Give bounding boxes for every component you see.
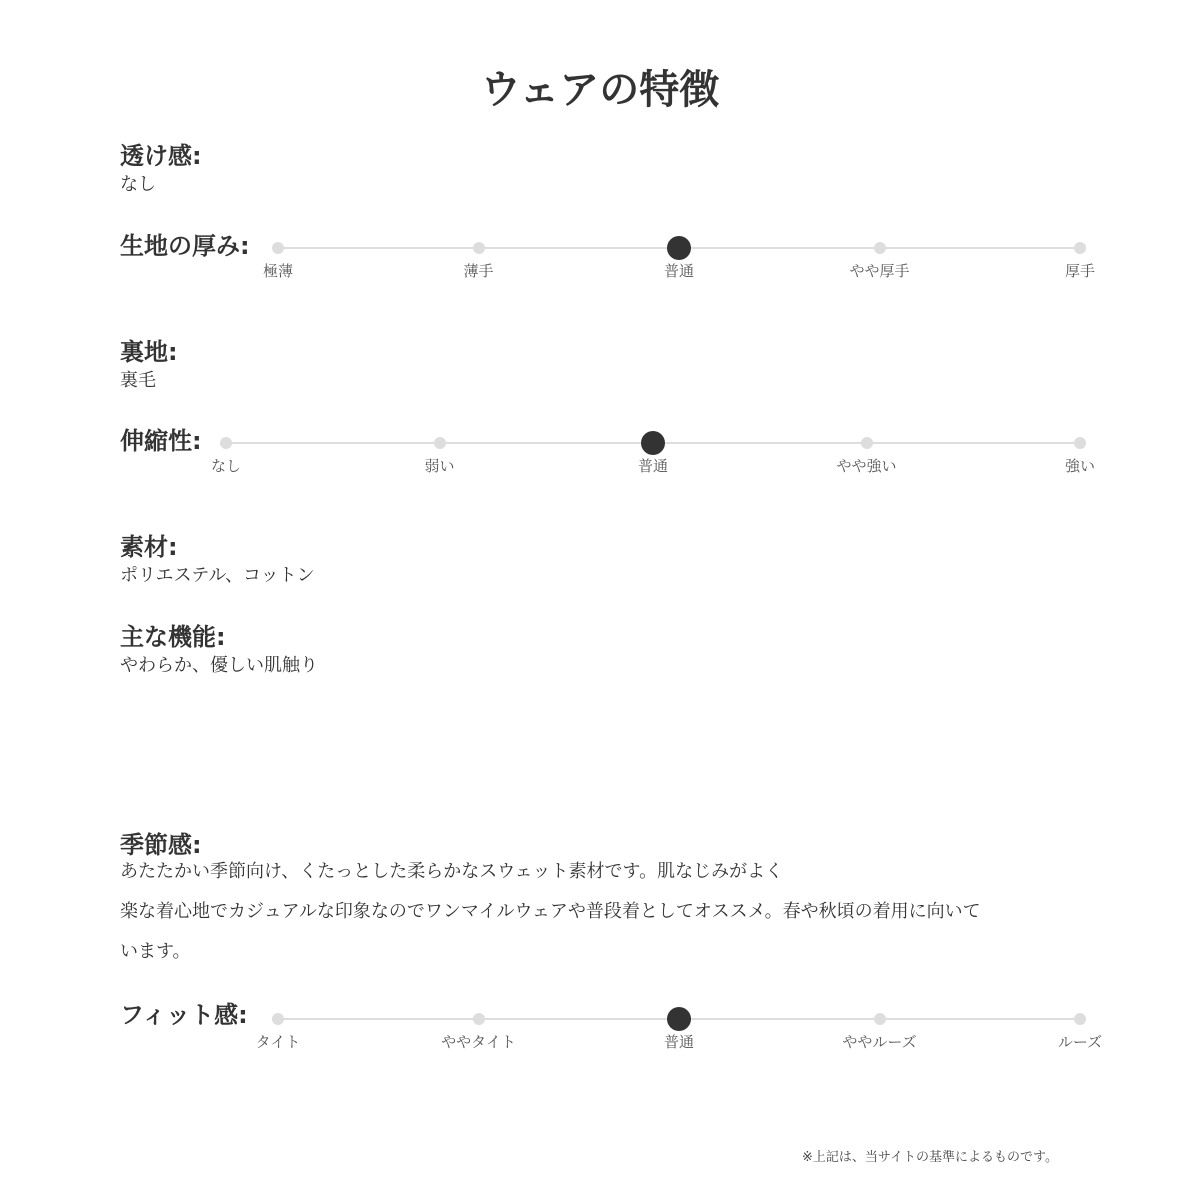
scale-marker: [874, 1013, 886, 1025]
scale-marker: [874, 242, 886, 254]
fit-scale: [255, 1018, 1103, 1058]
scale-marker: [220, 437, 232, 449]
fit-heading: フィット感:: [120, 1001, 248, 1029]
scale-marker: [1074, 437, 1086, 449]
season-line: います。: [120, 941, 191, 962]
thickness-scale: [262, 247, 1096, 287]
season-description: [120, 852, 1100, 972]
scale-marker: [473, 1013, 485, 1025]
scale-label: 薄手: [463, 262, 494, 280]
scale-marker-selected: [641, 431, 665, 455]
page-title: ウェアの特徴: [480, 67, 720, 113]
scale-label: 普通: [663, 262, 695, 280]
thickness-heading: 生地の厚み:: [120, 232, 250, 260]
scale-label: ややルーズ: [842, 1033, 917, 1051]
sheer-heading: 透け感:: [120, 142, 202, 170]
material-heading: 素材:: [120, 533, 178, 561]
scale-marker: [272, 1013, 284, 1025]
scale-marker: [272, 242, 284, 254]
scale-label: やや厚手: [849, 262, 910, 280]
season-line: 楽な着心地でカジュアルな印象なのでワンマイルウェアや普段着としてオススメ。春や秋頃の着用に向いて: [120, 901, 981, 922]
scale-marker-selected: [667, 1007, 691, 1031]
scale-label: なし: [210, 457, 242, 475]
scale-label: 弱い: [424, 457, 455, 475]
lining-value: 裏毛: [120, 370, 156, 391]
scale-label: ややタイト: [441, 1033, 516, 1051]
stretch-scale: [210, 442, 1096, 482]
function-value: やわらか、優しい肌触り: [120, 655, 318, 676]
scale-label: 普通: [637, 457, 669, 475]
season-heading: 季節感:: [120, 831, 202, 859]
disclaimer-note: ※上記は、当サイトの基準によるものです。: [802, 1150, 1058, 1165]
scale-marker: [473, 242, 485, 254]
stretch-heading: 伸縮性:: [120, 427, 202, 455]
scale-label: 強い: [1064, 457, 1096, 475]
scale-marker-selected: [667, 236, 691, 260]
lining-heading: 裏地:: [120, 338, 178, 366]
scale-marker: [1074, 242, 1086, 254]
season-line: あたたかい季節向け、くたっとした柔らかなスウェット素材です。肌なじみがよく: [120, 861, 784, 882]
scale-marker: [861, 437, 873, 449]
scale-marker: [1074, 1013, 1086, 1025]
scale-label: ルーズ: [1057, 1033, 1103, 1051]
scale-label: 普通: [663, 1033, 695, 1051]
scale-marker: [434, 437, 446, 449]
scale-label: 厚手: [1064, 262, 1096, 280]
sheer-value: なし: [120, 174, 156, 195]
function-heading: 主な機能:: [120, 623, 226, 651]
scale-label: やや強い: [836, 457, 897, 475]
scale-label: タイト: [255, 1033, 301, 1051]
scale-label: 極薄: [262, 262, 294, 280]
material-value: ポリエステル、コットン: [120, 565, 315, 586]
